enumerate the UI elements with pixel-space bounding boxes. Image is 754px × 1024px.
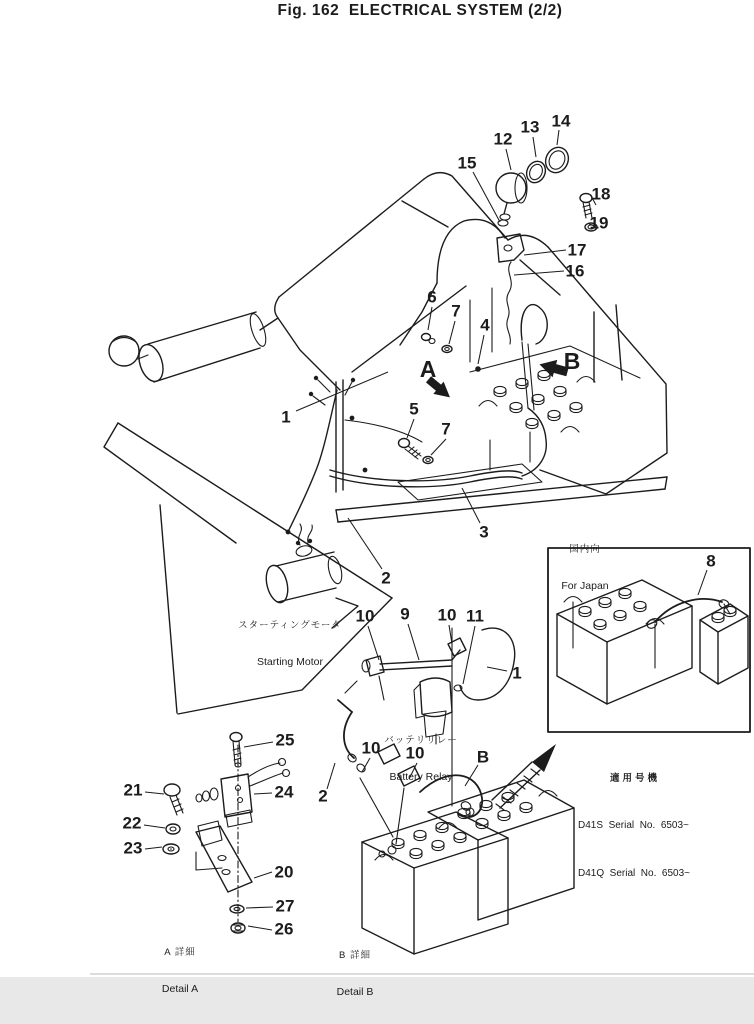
detail-a-label	[145, 923, 215, 1019]
leader-line-13-1	[533, 137, 536, 157]
callout-8-21: 8	[706, 551, 716, 571]
leader-line-27-32	[246, 907, 273, 908]
leader-line-21-28	[145, 792, 164, 794]
callout-25-26: 25	[275, 730, 295, 750]
washer-7-lower	[423, 457, 433, 464]
leader-line-4-10	[478, 335, 484, 364]
callout-27-32: 27	[275, 896, 295, 916]
leader-line-2-15	[348, 518, 382, 569]
bolt-25	[230, 733, 242, 768]
applicability-note	[550, 734, 720, 915]
applicability-line-1: D41S Serial No. 6503~	[578, 820, 689, 831]
for-japan-label	[552, 520, 618, 616]
leader-line-26-33	[248, 926, 272, 930]
harness-bolt-6	[422, 334, 436, 344]
callout-15-3: 15	[457, 153, 477, 173]
callout-18-4: 18	[591, 184, 611, 204]
callout-1-20: 1	[512, 663, 522, 683]
lamp-wire	[507, 262, 511, 344]
leader-line-17-6	[524, 250, 566, 255]
callout-4-10: 4	[480, 315, 490, 335]
detail-b-label-jp: B 詳細	[339, 950, 371, 961]
battery-relay-label-en: Battery Relay	[389, 771, 453, 783]
callout-B-25: B	[476, 747, 490, 767]
callout-14-2: 14	[551, 111, 571, 131]
callout-26-33: 26	[274, 919, 294, 939]
wiring-harness	[286, 305, 548, 535]
callout-5-11: 5	[409, 399, 419, 419]
callout-11-19: 11	[466, 606, 484, 626]
callout-24-27: 24	[274, 782, 294, 802]
leader-line-25-26	[244, 742, 273, 747]
harness-bolt-5	[399, 439, 422, 460]
detail-a-assembly	[163, 733, 290, 934]
battery-relay-label-jp: バッテリリレー	[384, 735, 458, 746]
leader-line-16-7	[514, 271, 564, 275]
leader-line-7-9	[449, 321, 455, 344]
leader-line-20-31	[254, 872, 272, 878]
callout-16-7: 16	[565, 261, 585, 281]
leader-line-9-17	[408, 624, 419, 660]
washer-7-upper	[442, 346, 452, 353]
leader-line-1-13	[296, 372, 388, 411]
callout-10-22: 10	[361, 738, 381, 758]
section-arrow	[492, 744, 556, 810]
callout-20-31: 20	[274, 862, 294, 882]
callout-13-1: 13	[520, 117, 540, 137]
leader-line-22-29	[144, 825, 165, 828]
view-letter-a: A	[419, 356, 437, 382]
washer-27	[230, 905, 244, 913]
callout-19-5: 19	[589, 213, 609, 233]
relay-cable	[460, 628, 515, 700]
callout-2-15: 2	[381, 568, 391, 588]
relay-terminal-boot-left	[366, 656, 384, 676]
lamp-body	[496, 173, 526, 203]
callout-6-8: 6	[427, 287, 437, 307]
callout-21-28: 21	[123, 780, 143, 800]
leader-line-1-20	[487, 667, 507, 671]
callout-10-16: 10	[355, 606, 375, 626]
cable-2	[344, 712, 354, 758]
leader-line-24-27	[254, 793, 272, 794]
figure-title: Fig. 162 ELECTRICAL SYSTEM (2/2)	[277, 2, 563, 19]
leader-line-10-16	[368, 626, 379, 660]
callout-22-29: 22	[122, 813, 142, 833]
callout-17-6: 17	[567, 240, 587, 260]
for-japan-label-jp: 国内向	[569, 544, 601, 555]
callout-1-13: 1	[281, 407, 291, 427]
washer-23	[163, 844, 179, 854]
detail-b-label	[325, 926, 385, 1022]
leader-line-12-0	[506, 149, 511, 170]
callout-10-18: 10	[437, 605, 457, 625]
starting-motor-label	[225, 596, 355, 692]
bolt-21	[164, 784, 183, 815]
applicability-header: 適用号機	[609, 773, 660, 784]
detail-b-label-en: Detail B	[336, 986, 374, 998]
detail-a-label-en: Detail A	[161, 983, 199, 995]
callout-2-23: 2	[318, 786, 328, 806]
nut-26	[231, 923, 245, 933]
callout-7-9: 7	[451, 301, 461, 321]
leader-line-2-23	[327, 763, 335, 789]
leader-line-14-2	[557, 130, 559, 145]
washer-22	[166, 824, 180, 834]
detail-a-label-jp: A 詳細	[164, 947, 196, 958]
callout-7-12: 7	[441, 419, 451, 439]
rim-ring	[542, 144, 573, 177]
leader-line-6-8	[428, 307, 432, 330]
battery-relay-label	[365, 711, 477, 807]
bracket-plate-20	[196, 821, 252, 892]
leader-line-7-12	[431, 439, 446, 455]
view-letter-b: B	[563, 348, 581, 374]
callout-3-14: 3	[479, 522, 489, 542]
leader-line-8-21	[698, 570, 707, 595]
leader-line-11-19	[463, 626, 475, 684]
starting-motor-label-jp: スターティングモータ	[238, 620, 342, 631]
muffler	[109, 312, 278, 384]
leader-line-3-14	[462, 488, 480, 523]
callout-12-0: 12	[493, 129, 513, 149]
applicability-line-2: D41Q Serial No. 6503~	[578, 867, 691, 879]
leader-line-23-30	[145, 847, 162, 849]
for-japan-label-en: For Japan	[561, 580, 609, 592]
callout-10-24: 10	[405, 743, 425, 763]
leader-line-5-11	[407, 419, 414, 438]
callout-9-17: 9	[400, 604, 410, 624]
starting-motor-label-en: Starting Motor	[257, 656, 323, 668]
callout-23-30: 23	[123, 838, 143, 858]
